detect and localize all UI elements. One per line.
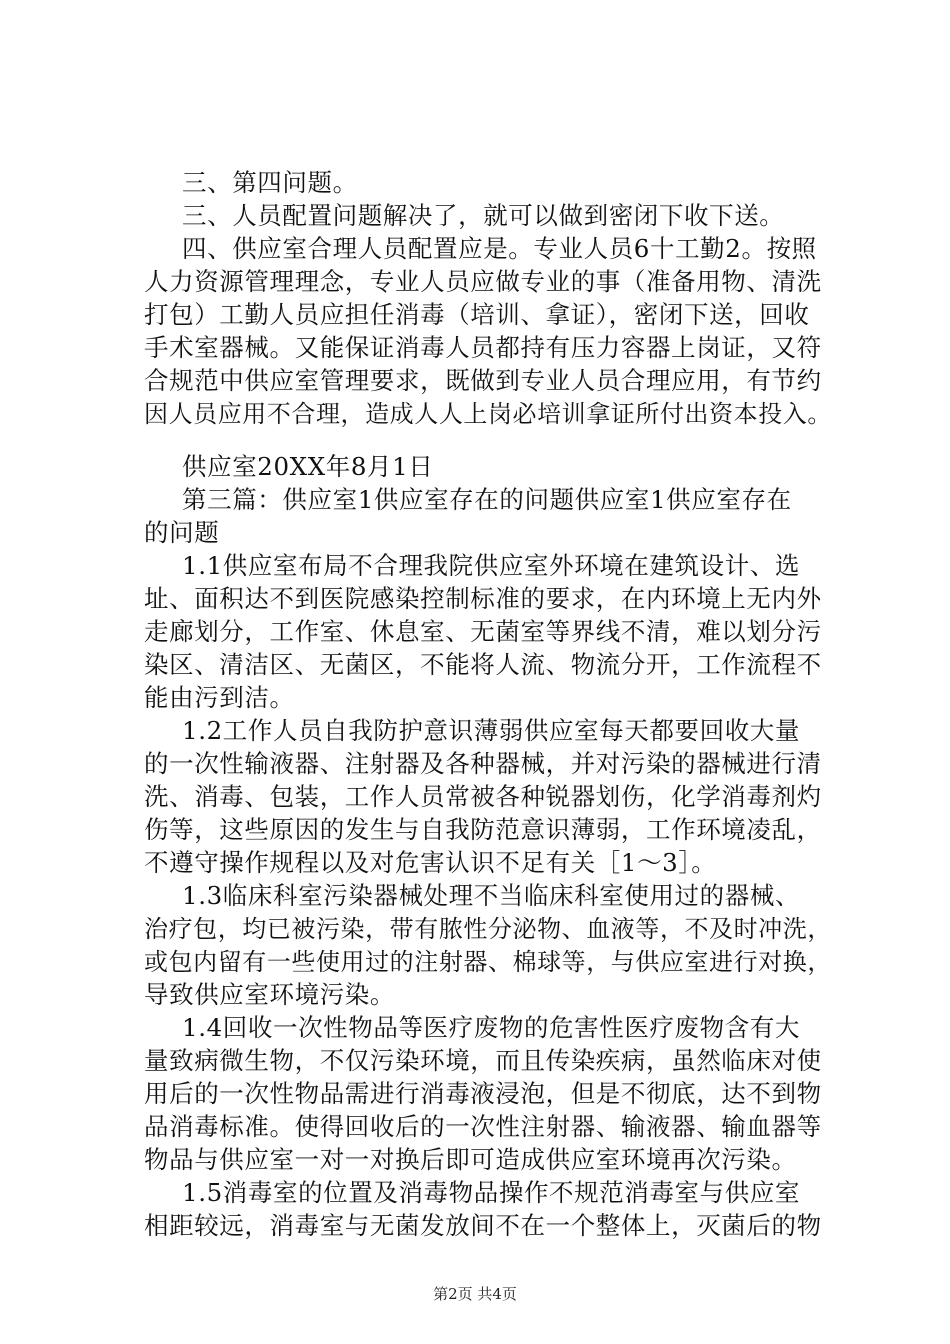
text-line: 供应室20XX年8月1日 [182, 452, 434, 481]
text-line: 因人员应用不合理，造成人人上岗必培训拿证所付出资本投入。 [144, 400, 832, 428]
text-line: 伤等，这些原因的发生与自我防范意识薄弱，工作环境凌乱， [144, 815, 822, 844]
text-line: 手术室器械。又能保证消毒人员都持有压力容器上岗证，又符 [144, 333, 822, 362]
text-line: 1.1供应室布局不合理我院供应室外环境在建筑设计、选 [182, 551, 801, 580]
text-line: 相距较远，消毒室与无菌发放间不在一个整体上，灭菌后的物 [144, 1211, 822, 1240]
text-line: 1.4回收一次性物品等医疗废物的危害性医疗废物含有大 [182, 1013, 801, 1042]
text-line: 合规范中供应室管理要求，既做到专业人员合理应用，有节约 [144, 366, 822, 395]
text-line: 洗、消毒、包装，工作人员常被各种锐器划伤，化学消毒剂灼 [144, 782, 822, 811]
text-line: 或包内留有一些使用过的注射器、棉球等，与供应室进行对换， [144, 948, 832, 976]
text-line: 三、人员配置问题解决了，就可以做到密闭下收下送。 [182, 201, 785, 230]
text-line: 1.2工作人员自我防护意识薄弱供应室每天都要回收大量 [182, 716, 801, 745]
text-line: 四、供应室合理人员配置应是。专业人员6十工勤2。按照 [182, 234, 817, 263]
text-line: 治疗包，均已被污染，带有脓性分泌物、血液等，不及时冲洗， [144, 915, 832, 943]
text-line: 第三篇：供应室1供应室存在的问题供应室1供应室存在 [182, 485, 792, 514]
text-line: 量致病微生物，不仅污染环境，而且传染疾病，虽然临床对使 [144, 1046, 822, 1075]
text-line: 1.5消毒室的位置及消毒物品操作不规范消毒室与供应室 [182, 1178, 801, 1207]
text-line: 的一次性输液器、注射器及各种器械，并对污染的器械进行清 [144, 749, 822, 778]
text-line: 走廊划分，工作室、休息室、无菌室等界线不清，难以划分污 [144, 617, 822, 646]
text-line: 三、第四问题。 [182, 168, 358, 197]
text-line: 的问题 [144, 518, 220, 547]
text-line: 导致供应室环境污染。 [144, 980, 395, 1009]
text-line: 打包）工勤人员应担任消毒（培训、拿证），密闭下送，回收 [144, 300, 810, 329]
text-line: 物品与供应室一对一对换后即可造成供应室环境再次污染。 [144, 1145, 797, 1174]
text-line: 品消毒标准。使得回收后的一次性注射器、输液器、输血器等 [144, 1112, 822, 1141]
text-line: 址、面积达不到医院感染控制标准的要求，在内环境上无内外 [144, 584, 822, 613]
text-line: 不遵守操作规程以及对危害认识不足有关［1～3］。 [144, 848, 717, 877]
text-line: 1.3临床科室污染器械处理不当临床科室使用过的器械、 [182, 881, 801, 910]
page-footer: 第2页 共4页 [433, 1285, 517, 1303]
text-line: 染区、清洁区、无菌区，不能将人流、物流分开，工作流程不 [144, 650, 822, 679]
text-line: 能由污到洁。 [144, 683, 295, 712]
text-line: 用后的一次性物品需进行消毒液浸泡，但是不彻底，达不到物 [144, 1079, 822, 1108]
text-line: 人力资源管理理念，专业人员应做专业的事（准备用物、清洗 [144, 267, 822, 296]
